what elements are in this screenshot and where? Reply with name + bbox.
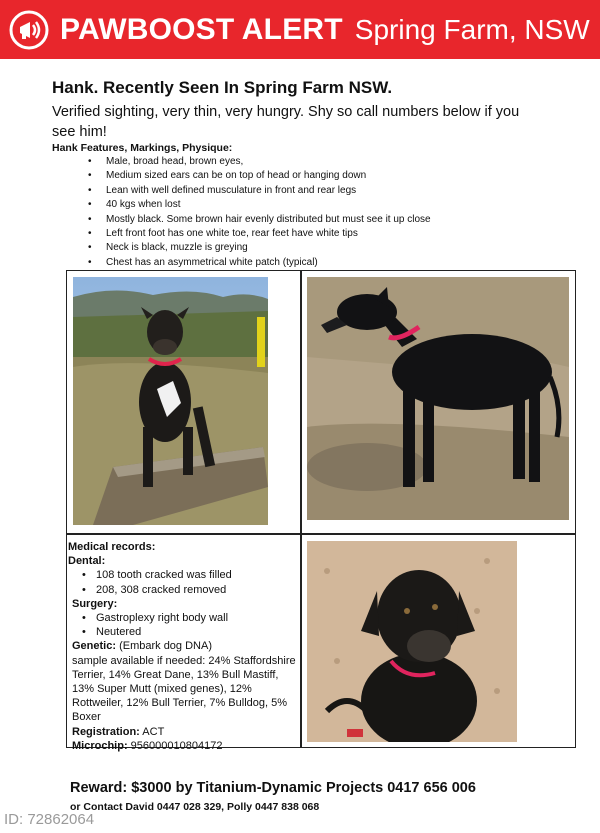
dental-item: • 108 tooth cracked was filled — [82, 568, 298, 582]
dental-label: Dental: — [68, 555, 106, 568]
registration-line: Registration: ACT — [72, 725, 165, 738]
feature-item: • Neck is black, muzzle is greying — [88, 241, 431, 255]
feature-item: • Lean with well defined musculature in front and rear legs — [88, 184, 431, 198]
features-list — [88, 155, 431, 270]
feature-item: • Medium sized ears can be on top of head or hanging down — [88, 169, 431, 183]
genetic-text: sample available if needed: 24% Staffordshire Terrier, 14% Great Dane, 13% Bull Mastiff, 13% Super Mutt (mixed genes), 12% Rottweiler, 12% Bull Terrier, 7% Bulldog, 5% Boxer — [72, 654, 296, 724]
dog-photo-standing — [307, 277, 569, 520]
feature-item: • 40 kgs when lost — [88, 198, 431, 212]
microchip-line: Microchip: 956000010804172 — [72, 739, 223, 752]
dental-list — [82, 568, 298, 596]
dog-photo-sitting — [307, 541, 517, 742]
contact-text: or Contact David 0447 028 329, Polly 0447 838 068 — [70, 801, 320, 813]
brand-title: PAWBOOST ALERT — [60, 12, 343, 46]
surgery-item: • Neutered — [82, 625, 298, 639]
alert-id: ID: 72862064 — [4, 811, 95, 828]
features-heading: Hank Features, Markings, Physique: — [52, 142, 233, 154]
dog-photo-log — [73, 277, 268, 525]
surgery-label: Surgery: — [72, 597, 118, 610]
medical-heading: Medical records: — [68, 541, 156, 553]
feature-item: • Chest has an asymmetrical white patch (typical) — [88, 256, 431, 270]
genetic-line: Genetic: (Embark dog DNA) — [72, 640, 212, 653]
poster-intro: Verified sighting, very thin, very hungry. Shy so call numbers below if you see him! — [52, 104, 520, 140]
medical-records — [68, 540, 298, 753]
feature-item: • Male, broad head, brown eyes, — [88, 155, 431, 169]
table-divider — [300, 271, 302, 747]
feature-item: • Mostly black. Some brown hair evenly distributed but must see it up close — [88, 213, 431, 227]
poster-title: Hank. Recently Seen In Spring Farm NSW. — [52, 78, 393, 97]
alert-banner — [0, 0, 600, 59]
table-divider — [67, 533, 575, 535]
dental-item: • 208, 308 cracked removed — [82, 583, 298, 597]
feature-item: • Left front foot has one white toe, rear feet have white tips — [88, 227, 431, 241]
reward-text: Reward: $3000 by Titanium-Dynamic Projects 0417 656 006 — [70, 780, 476, 796]
surgery-item: • Gastroplexy right body wall — [82, 611, 298, 625]
megaphone-icon — [8, 9, 50, 51]
surgery-list — [82, 611, 298, 639]
alert-location: Spring Farm, NSW — [354, 13, 590, 45]
